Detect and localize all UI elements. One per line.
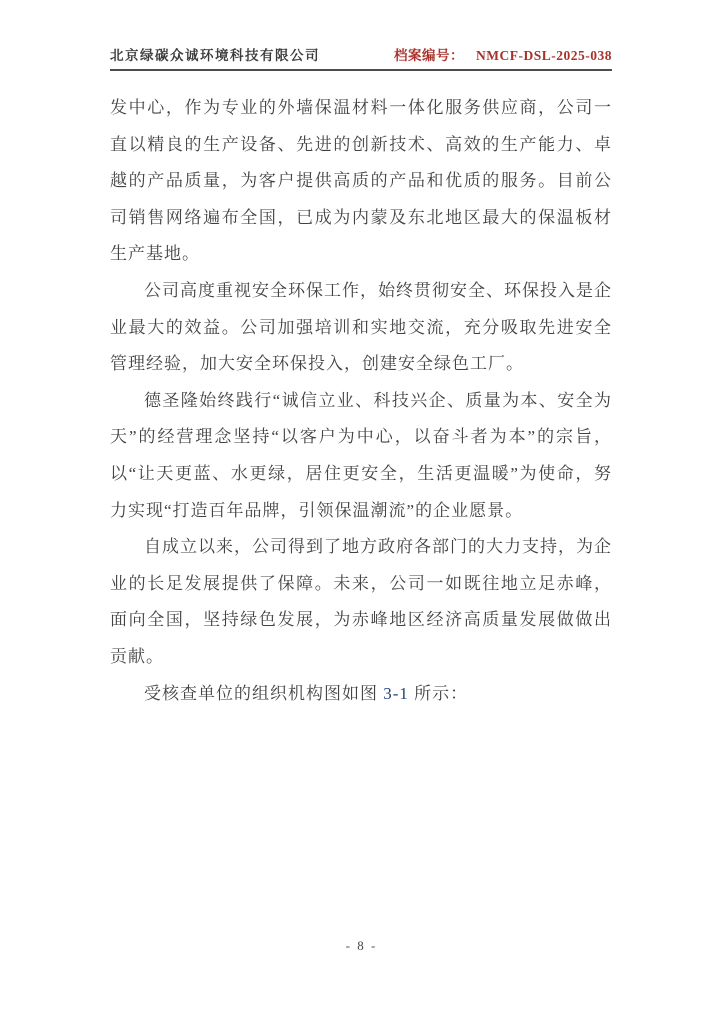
document-body	[110, 90, 612, 712]
page-number: - 8 -	[345, 938, 378, 953]
figure-sentence-before: 受核查单位的组织机构图如图	[144, 683, 384, 703]
body-paragraph-figure	[110, 676, 612, 713]
body-paragraph-1: 发中心，作为专业的外墙保温材料一体化服务供应商，公司一直以精良的生产设备、先进的创新技术、高效的生产能力、卓越的产品质量，为客户提供高质的产品和优质的服务。目前公司销售网络遍布全国，已成为内蒙及东北地区最大的保温板材生产基地。	[110, 98, 612, 264]
header-company-name: 北京绿碳众诚环境科技有限公司	[110, 48, 320, 63]
archive-number	[394, 48, 612, 64]
body-paragraph-3: 德圣隆始终践行“诚信立业、科技兴企、质量为本、安全为天”的经营理念坚持“以客户为中心，以奋斗者为本”的宗旨，以“让天更蓝、水更绿，居住更安全，生活更温暖”为使命，努力实现“打造百年品牌，引领保温潮流”的企业愿景。	[110, 390, 612, 520]
archive-number-label: 档案编号：	[394, 48, 464, 63]
body-paragraph-2: 公司高度重视安全环保工作，始终贯彻安全、环保投入是企业最大的效益。公司加强培训和实地交流，充分吸取先进安全管理经验，加大安全环保投入，创建安全绿色工厂。	[110, 280, 612, 374]
figure-sentence-after: 所示：	[408, 683, 469, 703]
page-footer	[0, 938, 723, 954]
archive-number-value: NMCF-DSL-2025-038	[476, 48, 612, 63]
page-header	[110, 48, 612, 71]
figure-reference: 3-1	[383, 683, 409, 703]
body-paragraph-4: 自成立以来，公司得到了地方政府各部门的大力支持，为企业的长足发展提供了保障。未来，公司一如既往地立足赤峰，面向全国，坚持绿色发展，为赤峰地区经济高质量发展做做出贡献。	[110, 537, 612, 666]
